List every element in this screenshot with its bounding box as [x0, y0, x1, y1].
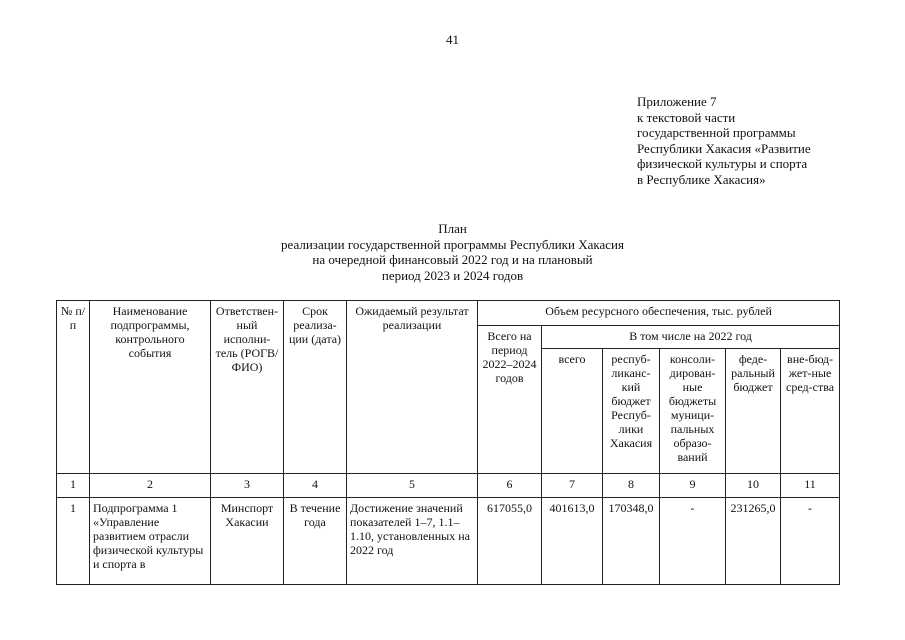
column-number: 9	[660, 474, 726, 498]
column-number: 7	[542, 474, 603, 498]
column-numbers-row	[57, 474, 840, 498]
header-total-period: Всего на период 2022–2024 годов	[478, 326, 542, 474]
column-number: 8	[603, 474, 660, 498]
appendix-line: Республики Хакасия «Развитие	[637, 140, 811, 156]
header-republic: респуб-ликанс-кий бюджет Респуб-лики Хакасия	[603, 349, 660, 474]
row-result: Достижение значений показателей 1–7, 1.1–1.10, установленных на 2022 год	[347, 498, 478, 585]
appendix-line: физической культуры и спорта	[637, 156, 808, 171]
row-federal: 231265,0	[726, 498, 781, 585]
column-number: 2	[90, 474, 211, 498]
column-number: 4	[284, 474, 347, 498]
row-extra: -	[781, 498, 840, 585]
header-federal: феде-ральный бюджет	[726, 349, 781, 474]
column-number: 10	[726, 474, 781, 498]
row-num: 1	[57, 498, 90, 585]
document-title	[0, 221, 905, 283]
title-line: реализации государственной программы Республики Хакасия	[281, 236, 624, 252]
title-line: период 2023 и 2024 годов	[381, 267, 524, 283]
header-result: Ожидаемый результат реализации	[347, 301, 478, 474]
row-total-period: 617055,0	[478, 498, 542, 585]
row-executor: Минспорт Хакасии	[211, 498, 284, 585]
header-in-2022: В том числе на 2022 год	[542, 326, 840, 349]
header-resources: Объем ресурсного обеспечения, тыс. рублей	[478, 301, 840, 326]
page-number: 41	[446, 32, 459, 47]
row-name: Подпрограмма 1 «Управление развитием отрасли физической культуры и спорта в	[90, 498, 211, 585]
row-term: В течение года	[284, 498, 347, 585]
column-number: 1	[57, 474, 90, 498]
row-all: 401613,0	[542, 498, 603, 585]
column-number: 5	[347, 474, 478, 498]
header-num: № п/п	[57, 301, 90, 474]
row-municipal: -	[660, 498, 726, 585]
appendix-note	[637, 94, 811, 187]
row-republic: 170348,0	[603, 498, 660, 585]
title-line: на очередной финансовый 2022 год и на плановый	[312, 252, 593, 267]
table-row	[57, 498, 840, 585]
plan-table	[56, 300, 840, 585]
title-line: План	[438, 221, 467, 236]
header-executor: Ответствен-ный исполни-тель (РОГВ/ ФИО)	[211, 301, 284, 474]
header-extra: вне-бюд-жет-ные сред-ства	[781, 349, 840, 474]
header-term: Срок реализа-ции (дата)	[284, 301, 347, 474]
appendix-line: государственной программы	[637, 125, 796, 140]
column-number: 3	[211, 474, 284, 498]
appendix-line: к текстовой части	[637, 109, 736, 125]
column-number: 6	[478, 474, 542, 498]
appendix-line: в Республике Хакасия»	[637, 171, 766, 187]
header-all: всего	[542, 349, 603, 474]
header-name: Наименование подпрограммы, контрольного события	[90, 301, 211, 474]
appendix-line: Приложение 7	[637, 94, 717, 109]
column-number: 11	[781, 474, 840, 498]
header-municipal: консоли-дирован-ные бюджеты муници-пальных образо-ваний	[660, 349, 726, 474]
